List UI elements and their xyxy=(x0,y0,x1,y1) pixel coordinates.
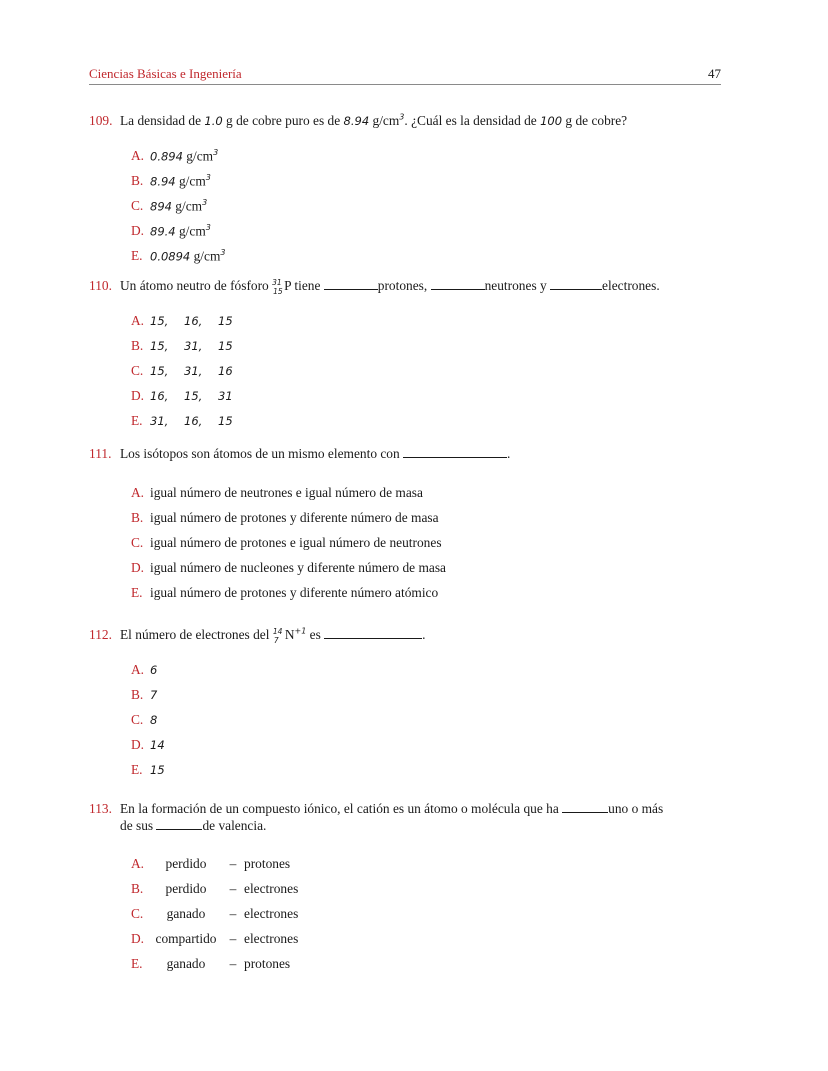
question-text-continued: de sus de valencia. xyxy=(120,818,267,833)
option-e[interactable]: E. ganado – protones xyxy=(131,956,291,971)
question-number: 111. xyxy=(89,446,112,461)
isotope-notation: 14 7 xyxy=(272,627,283,646)
isotope-notation: 31 15 xyxy=(272,278,283,296)
option-e[interactable]: E. 31, 16, 15 xyxy=(131,413,233,428)
option-a[interactable]: A. 6 xyxy=(131,662,158,677)
question-number: 109. xyxy=(89,113,113,129)
options-113 xyxy=(131,855,298,980)
option-a[interactable]: A. 0.894 $g/cm^3$ xyxy=(131,148,219,164)
option-d[interactable]: D. 14 xyxy=(131,737,165,752)
question-111 xyxy=(89,445,729,462)
option-a[interactable]: A. igual número de neutrones e igual número de masa xyxy=(131,485,423,500)
question-112 xyxy=(89,623,729,646)
option-b[interactable]: B. 8.94 $g/cm^3$ xyxy=(131,173,211,189)
options-112 xyxy=(131,661,165,786)
option-b[interactable]: B. 15, 31, 15 xyxy=(131,338,233,353)
option-a[interactable]: A. 15, 16, 15 xyxy=(131,313,233,328)
question-113 xyxy=(89,800,729,834)
option-b[interactable]: B. perdido – electrones xyxy=(131,881,299,896)
option-d[interactable]: D. compartido – electrones xyxy=(131,931,299,946)
option-c[interactable]: C. igual número de protones e igual número de neutrones xyxy=(131,535,442,550)
option-b[interactable]: B. 7 xyxy=(131,687,158,702)
answer-blank xyxy=(550,278,602,290)
question-text: Los isótopos son átomos de un mismo elemento con . xyxy=(120,446,511,461)
option-c[interactable]: C. 8 xyxy=(131,712,158,727)
question-110 xyxy=(89,277,729,294)
answer-blank xyxy=(324,278,378,290)
option-d[interactable]: D. 16, 15, 31 xyxy=(131,388,233,403)
options-109 xyxy=(131,144,225,269)
answer-blank xyxy=(324,627,422,639)
question-number: 113. xyxy=(89,801,112,816)
options-111 xyxy=(131,484,446,609)
answer-blank xyxy=(562,801,608,813)
question-number: 112. xyxy=(89,627,112,643)
answer-blank xyxy=(403,446,507,458)
option-c[interactable]: C. 894 $g/cm^3$ xyxy=(131,198,208,214)
option-c[interactable]: C. ganado – electrones xyxy=(131,906,299,921)
option-b[interactable]: B. igual número de protones y diferente número de masa xyxy=(131,510,439,525)
option-d[interactable]: D. igual número de nucleones y diferente número de masa xyxy=(131,560,446,575)
page-number: 47 xyxy=(708,66,721,81)
question-109 xyxy=(89,109,729,130)
question-text: El número de electrones del 14 7 $N^{+1}$ es . xyxy=(120,627,426,646)
option-d[interactable]: D. 89.4 $g/cm^3$ xyxy=(131,223,211,239)
option-a[interactable]: A. perdido – protones xyxy=(131,856,291,871)
option-e[interactable]: E. 0.0894 $g/cm^3$ xyxy=(131,248,226,264)
answer-blank xyxy=(431,278,485,290)
option-e[interactable]: E. igual número de protones y diferente número atómico xyxy=(131,585,439,600)
options-110 xyxy=(131,312,233,437)
question-text: En la formación de un compuesto iónico, el catión es un átomo o molécula que ha uno o más xyxy=(120,801,664,816)
option-c[interactable]: C. 15, 31, 16 xyxy=(131,363,233,378)
question-text: La densidad de 1.0 g de cobre puro es de 8.94 $g/cm^3$. ¿Cuál es la densidad de 100 g de cobre? xyxy=(120,113,628,129)
page-header xyxy=(89,66,721,85)
question-number: 110. xyxy=(89,278,112,293)
question-text: Un átomo neutro de fósforo 31 15 P tiene protones, neutrones y electrones. xyxy=(120,278,660,296)
header-title: Ciencias Básicas e Ingeniería xyxy=(89,66,242,81)
option-e[interactable]: E. 15 xyxy=(131,762,165,777)
answer-blank xyxy=(156,818,202,830)
